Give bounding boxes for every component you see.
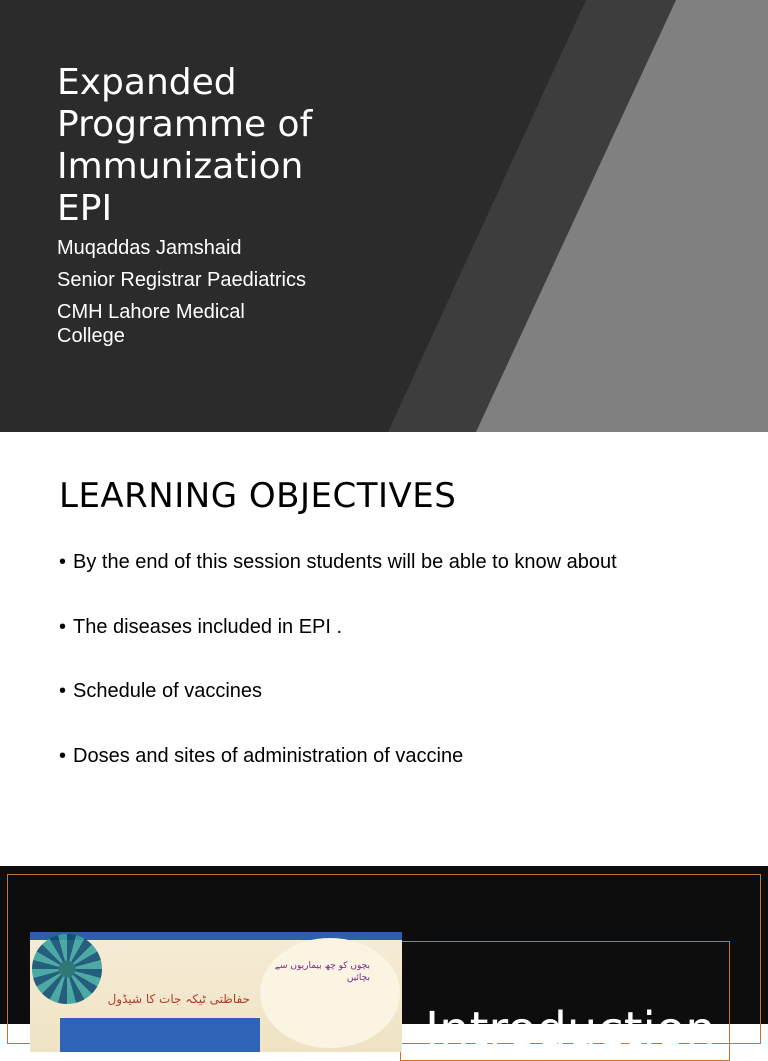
vaccination-poster-image — [30, 932, 402, 1052]
list-item-text: By the end of this session students will be able to know about — [73, 551, 617, 573]
title-line: Expanded — [57, 62, 237, 103]
bullet-icon: • — [59, 551, 67, 573]
author-name: Muqaddas Jamshaid — [57, 237, 242, 259]
objectives-slide — [0, 432, 768, 866]
presenter-info — [57, 236, 317, 356]
presentation-title — [57, 62, 377, 230]
list-item — [59, 677, 617, 742]
islamic-ornament-icon — [32, 934, 102, 1004]
bullet-icon: • — [59, 744, 67, 767]
slide-heading: LEARNING OBJECTIVES — [59, 476, 457, 516]
bullet-icon: • — [59, 680, 67, 702]
introduction-slide — [0, 866, 768, 1058]
list-item-text: The diseases included in EPI . — [73, 615, 343, 638]
poster-circle — [260, 938, 400, 1048]
title-line: Programme of — [57, 104, 313, 145]
slide-heading: Introduction — [425, 1002, 716, 1058]
list-item-text: Doses and sites of administration of vaccine — [73, 744, 464, 767]
poster-urdu-heading: حفاظتی ٹیکہ جات کا شیڈول — [107, 992, 250, 1006]
author-position: Senior Registrar Paediatrics — [57, 269, 306, 291]
title-line: Immunization — [57, 146, 304, 187]
title-slide — [0, 0, 768, 432]
list-item — [59, 548, 617, 613]
list-item — [59, 613, 617, 678]
poster-urdu-caption: بچوں کو چھ بیماریوں سے بچائیں — [274, 961, 370, 983]
bullet-icon: • — [59, 615, 67, 638]
objectives-list — [59, 548, 617, 806]
title-line: EPI — [57, 188, 113, 229]
list-item — [59, 742, 617, 807]
poster-schedule-table — [60, 1018, 260, 1052]
list-item-text: Schedule of vaccines — [73, 680, 263, 702]
author-institution: CMH Lahore Medical College — [57, 301, 245, 347]
